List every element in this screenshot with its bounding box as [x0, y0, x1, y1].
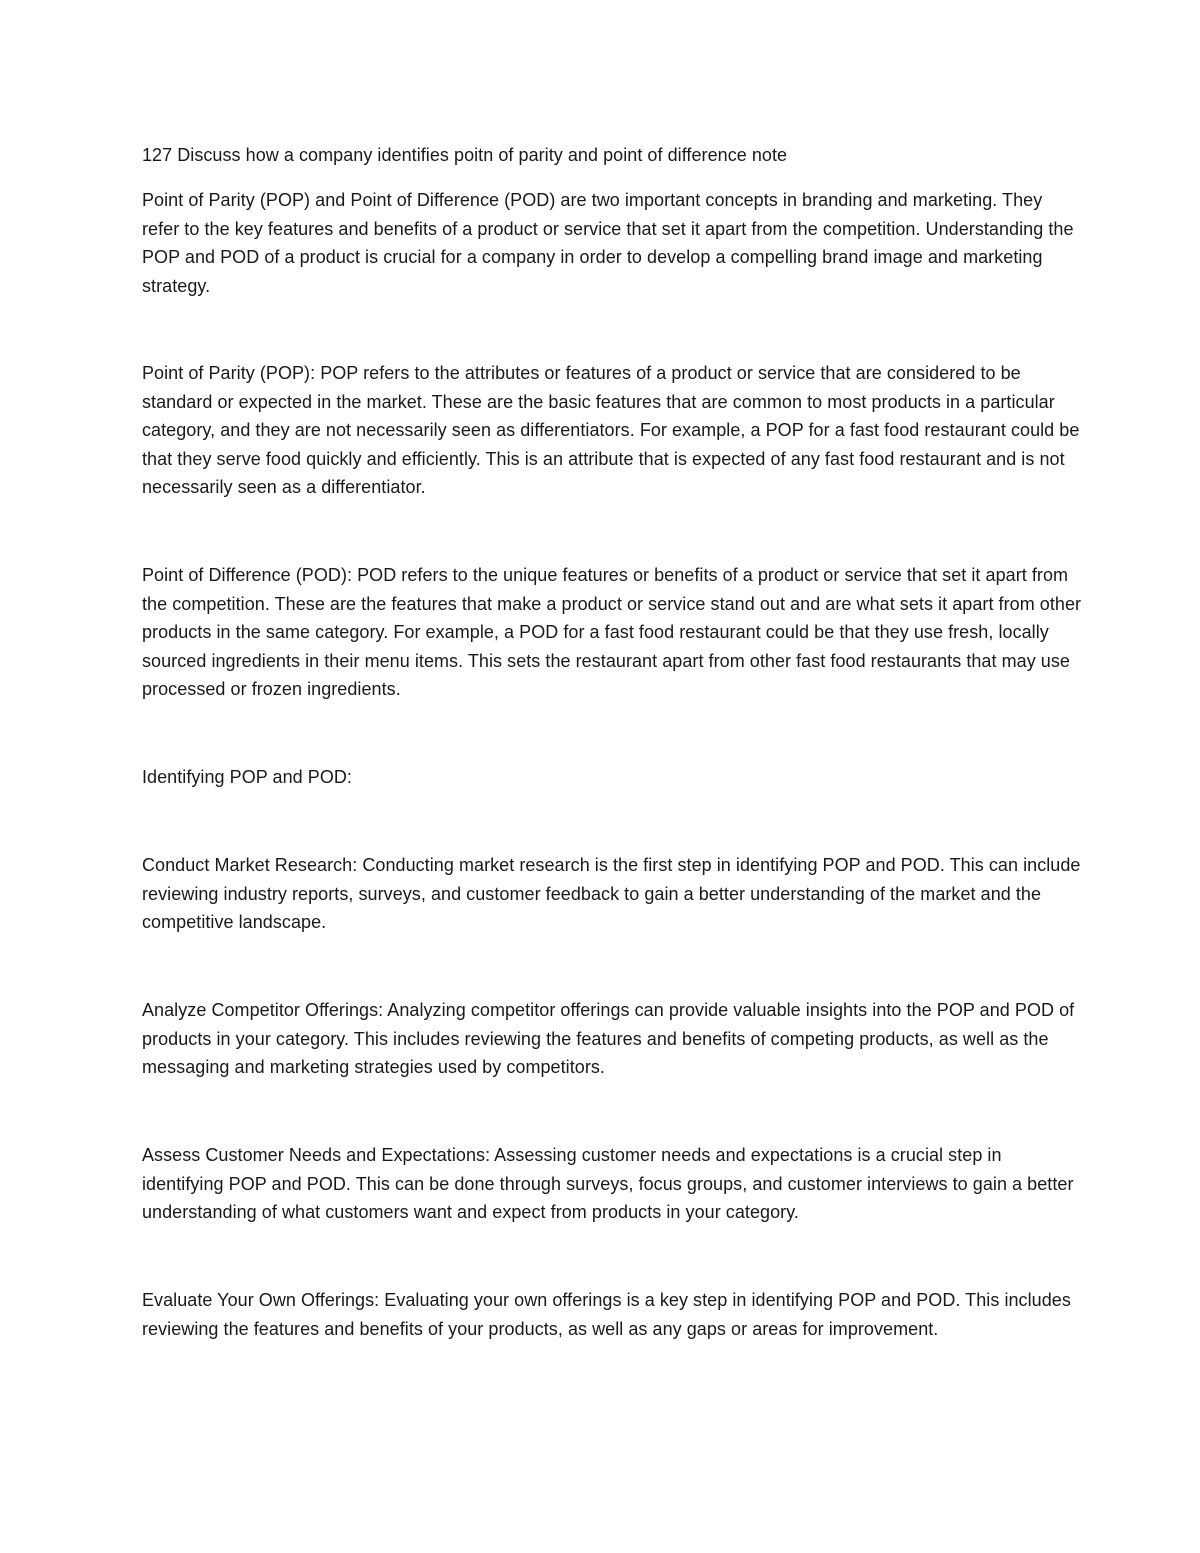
pop-paragraph: Point of Parity (POP): POP refers to the attributes or features of a product or service that are considered to be standard or expected in the market. These are the basic features that are common to most products in a particular category, and they are not necessarily seen as differentiators. For example, a POP for a fast food restaurant could be that they serve food quickly and efficiently. This is an attribute that is expected of any fast food restaurant and is not necessarily seen as a differentiator.: [142, 363, 1080, 497]
pod-paragraph: Point of Difference (POD): POD refers to the unique features or benefits of a product or service that set it apart from the competition. These are the features that make a product or service stand out and are what sets it apart from other products in the same category. For example, a POD for a fast food restaurant could be that they use fresh, locally sourced ingredients in their menu items. This sets the restaurant apart from other fast food restaurants that may use processed or frozen ingredients.: [142, 565, 1082, 699]
step-own-offerings: Evaluate Your Own Offerings: Evaluating your own offerings is a key step in identifying POP and POD. This includes reviewing the features and benefits of your products, as well as any gaps or areas for improvement.: [142, 1290, 1071, 1339]
intro-paragraph: Point of Parity (POP) and Point of Difference (POD) are two important concepts in branding and marketing. They refer to the key features and benefits of a product or service that set it apart from the competition. Understanding the POP and POD of a product is crucial for a company in order to develop a compelling brand image and marketing strategy.: [142, 190, 1074, 296]
step-competitor-offerings: Analyze Competitor Offerings: Analyzing competitor offerings can provide valuable insights into the POP and POD of products in your category. This includes reviewing the features and benefits of competing products, as well as the messaging and marketing strategies used by competitors.: [142, 1000, 1075, 1077]
identifying-heading: Identifying POP and POD:: [142, 767, 352, 787]
step-market-research: Conduct Market Research: Conducting market research is the first step in identifying POP and POD. This can include reviewing industry reports, surveys, and customer feedback to gain a better understanding of the market and the competitive landscape.: [142, 855, 1081, 932]
document-title: 127 Discuss how a company identifies poitn of parity and point of difference note: [142, 145, 788, 165]
step-customer-needs: Assess Customer Needs and Expectations: Assessing customer needs and expectations is a crucial step in identifying POP and POD. This can be done through surveys, focus groups, and customer interviews to gain a better understanding of what customers want and expect from products in your category.: [142, 1145, 1074, 1222]
